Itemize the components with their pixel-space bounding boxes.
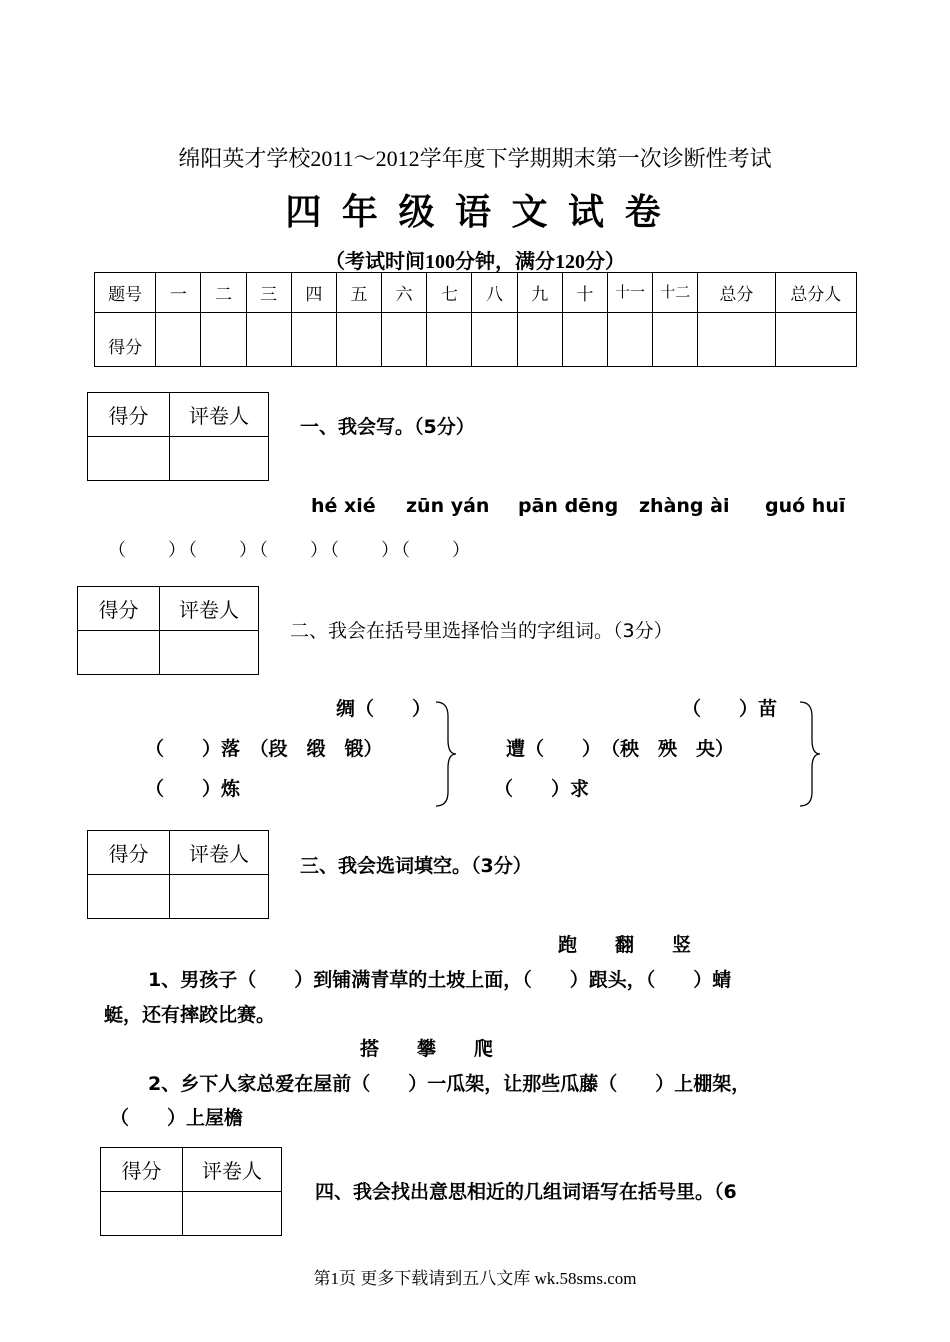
- grader-box-3: [87, 830, 269, 919]
- grader-box-1: [87, 392, 269, 481]
- grader-box-4: [100, 1147, 282, 1236]
- score-cell[interactable]: [562, 313, 607, 367]
- score-cell[interactable]: [201, 313, 246, 367]
- section2-title: 二、我会在括号里选择恰当的字组词。（3分）: [290, 620, 673, 642]
- grader-box-score-label: 得分: [101, 1148, 183, 1192]
- pinyin-1: hé xié: [311, 495, 376, 517]
- score-header-cell: 八: [472, 273, 517, 313]
- grader-box-grader-label: 评卷人: [183, 1148, 282, 1192]
- s3-q1-line2: 蜓，还有摔跤比赛。: [104, 1004, 276, 1026]
- s3-word-choices-1: 跑 翻 竖: [558, 934, 692, 956]
- score-header-cell: 七: [427, 273, 472, 313]
- grader-box-score-label: 得分: [78, 587, 160, 631]
- score-cell[interactable]: [472, 313, 517, 367]
- section3-title: 三、我会选词填空。（3分）: [300, 855, 532, 877]
- s3-q2-line1: 2、乡下人家总爱在屋前（ ）一瓜架，让那些瓜藤（ ）上棚架，: [148, 1073, 751, 1095]
- score-cell[interactable]: [291, 313, 336, 367]
- grader-box-score-label: 得分: [88, 831, 170, 875]
- grader-box-grader-cell[interactable]: [170, 437, 269, 481]
- score-cell[interactable]: [653, 313, 698, 367]
- s2-right-mid: 遭（ ） （秧 殃 央）: [506, 738, 735, 760]
- school-line: 绵阳英才学校2011～2012学年度下学期期末第一次诊断性考试: [178, 146, 772, 171]
- score-cell[interactable]: [336, 313, 381, 367]
- s2-left-bot: （ ）炼: [145, 778, 241, 800]
- section1-answer-blanks[interactable]: （ ）（ ）（ ）（ ）（ ）: [108, 540, 472, 561]
- score-header-cell: 总分: [698, 273, 775, 313]
- s3-q1-line1: 1、男孩子（ ）到铺满青草的土坡上面，（ ）跟头，（ ）蜻: [148, 969, 732, 991]
- s2-left-mid: （ ）落 （段 缎 锻）: [145, 738, 383, 760]
- grader-box-grader-label: 评卷人: [170, 831, 269, 875]
- score-cell[interactable]: [607, 313, 652, 367]
- score-table: [94, 272, 857, 367]
- s3-word-choices-2: 搭 攀 爬: [360, 1038, 494, 1060]
- grader-box-grader-cell[interactable]: [170, 875, 269, 919]
- s2-right-top: （ ）苗: [682, 698, 778, 720]
- grader-box-score-cell[interactable]: [88, 875, 170, 919]
- score-cell[interactable]: [517, 313, 562, 367]
- grader-box-score-cell[interactable]: [78, 631, 160, 675]
- page-footer: 第1页 更多下载请到五八文库 wk.58sms.com: [313, 1269, 637, 1288]
- grader-box-score-cell[interactable]: [88, 437, 170, 481]
- pinyin-2: zūn yán: [406, 495, 490, 517]
- grader-box-grader-cell[interactable]: [183, 1192, 282, 1236]
- right-brace: [796, 700, 826, 808]
- pinyin-3: pān dēng: [518, 495, 619, 517]
- exam-info: （考试时间100分钟，满分120分）: [325, 251, 625, 273]
- score-header-cell: 九: [517, 273, 562, 313]
- score-header-cell: 题号: [95, 273, 156, 313]
- score-header-cell: 十一: [607, 273, 652, 313]
- section1-title: 一、我会写。（5分）: [300, 416, 475, 438]
- score-header-cell: 四: [291, 273, 336, 313]
- grader-box-2: [77, 586, 259, 675]
- score-header-cell: 十: [562, 273, 607, 313]
- grader-box-score-cell[interactable]: [101, 1192, 183, 1236]
- exam-title: 四 年 级 语 文 试 卷: [285, 192, 665, 233]
- section4-title: 四、我会找出意思相近的几组词语写在括号里。（6: [315, 1181, 737, 1203]
- score-cell[interactable]: [156, 313, 201, 367]
- pinyin-5: guó huī: [765, 495, 846, 517]
- score-header-cell: 十二: [653, 273, 698, 313]
- score-cell[interactable]: [246, 313, 291, 367]
- s2-left-top: 绸（ ）: [336, 698, 432, 720]
- score-row-label: 得分: [95, 313, 156, 367]
- score-cell[interactable]: [382, 313, 427, 367]
- score-header-cell: 三: [246, 273, 291, 313]
- pinyin-4: zhàng ài: [639, 495, 730, 517]
- score-header-cell: 一: [156, 273, 201, 313]
- score-header-cell: 总分人: [775, 273, 856, 313]
- score-cell[interactable]: [427, 313, 472, 367]
- s3-q2-line2: （ ）上屋檐: [110, 1107, 244, 1129]
- grader-box-grader-label: 评卷人: [170, 393, 269, 437]
- score-cell[interactable]: [698, 313, 775, 367]
- grader-box-grader-label: 评卷人: [160, 587, 259, 631]
- score-header-cell: 二: [201, 273, 246, 313]
- grader-box-score-label: 得分: [88, 393, 170, 437]
- s2-right-bot: （ ）求: [494, 778, 590, 800]
- grader-box-grader-cell[interactable]: [160, 631, 259, 675]
- score-header-cell: 五: [336, 273, 381, 313]
- score-header-cell: 六: [382, 273, 427, 313]
- score-cell[interactable]: [775, 313, 856, 367]
- left-brace: [430, 700, 460, 808]
